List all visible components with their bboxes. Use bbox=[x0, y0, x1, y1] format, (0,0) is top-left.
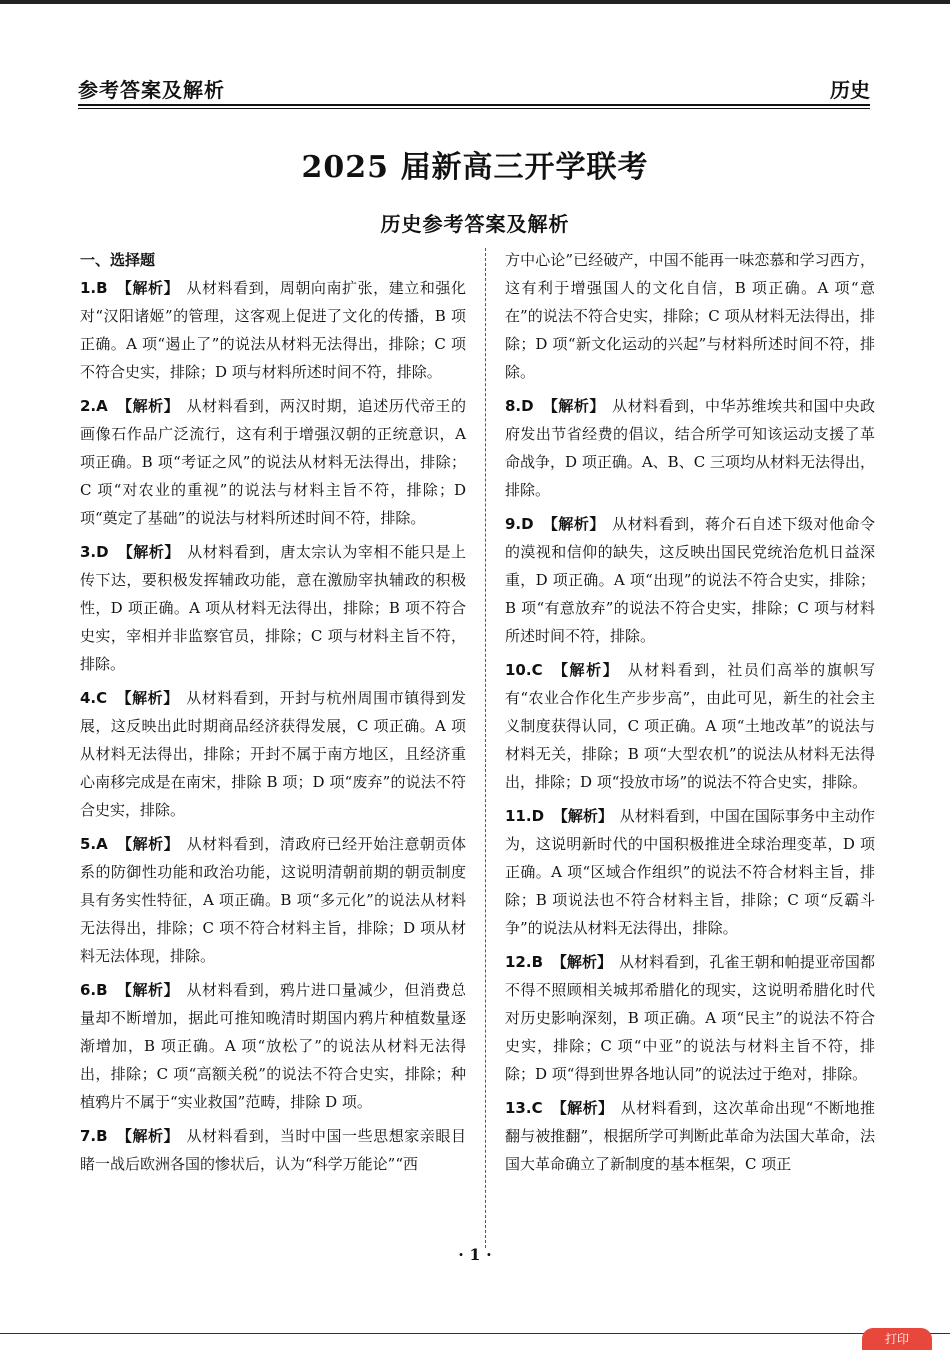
footer-rule bbox=[0, 1333, 950, 1334]
answer-item bbox=[505, 656, 875, 796]
answer-item bbox=[505, 802, 875, 942]
column-divider bbox=[485, 248, 486, 1248]
answer-item bbox=[80, 684, 466, 824]
page-subtitle: 历史参考答案及解析 bbox=[380, 212, 570, 236]
answer-number: 3.D bbox=[80, 543, 109, 561]
answer-number: 6.B bbox=[80, 981, 108, 999]
right-column bbox=[505, 246, 875, 1184]
analysis-tag: 【解析】 bbox=[117, 397, 180, 415]
answer-number: 12.B bbox=[505, 953, 544, 971]
answer-number: 9.D bbox=[505, 515, 534, 533]
analysis-tag: 【解析】 bbox=[552, 807, 613, 825]
answer-text: 从材料看到，社员们高举的旗帜写有“农业合作化生产步步高”，由此可见，新生的社会主义制度获得认同，C 项正确。A 项“土地改革”的说法与材料无关，排除；B 项“大型农机”的说法从材料无法得出，排除；D 项“投放市场”的说法不符合史实，排除。 bbox=[505, 661, 875, 791]
answer-text: 从材料看到，这次革命出现“不断地推翻与被推翻”，根据所学可判断此革命为法国大革命，法国大革命确立了新制度的基本框架，C 项正 bbox=[505, 1099, 875, 1173]
header-subject: 历史 bbox=[830, 78, 870, 102]
answer-number: 2.A bbox=[80, 397, 108, 415]
answer-item bbox=[80, 274, 466, 386]
answer-item bbox=[505, 392, 875, 504]
answer-continuation: 方中心论”已经破产，中国不能再一味恋慕和学习西方，这有利于增强国人的文化自信，B 项正确。A 项“意在”的说法不符合史实，排除；C 项从材料无法得出，排除；D 项“新文化运动的兴起”与材料所述时间不符，排除。 bbox=[505, 251, 875, 381]
analysis-tag: 【解析】 bbox=[116, 279, 180, 297]
answer-number: 4.C bbox=[80, 689, 108, 707]
left-column bbox=[80, 246, 466, 1184]
analysis-tag: 【解析】 bbox=[542, 397, 605, 415]
answer-text: 从材料看到，中华苏维埃共和国中央政府发出节省经费的倡议，结合所学可知该运动支援了革命战争，D 项正确。A、B、C 三项均从材料无法得出，排除。 bbox=[505, 397, 875, 499]
answer-text: 从材料看到，鸦片进口量减少，但消费总量却不断增加，据此可推知晚清时期国内鸦片种植数量逐渐增加，B 项正确。A 项“放松了”的说法从材料无法得出，排除；C 项“高额关税”的说法不符合史实，排除；种植鸦片不属于“实业救国”范畴，排除 D 项。 bbox=[80, 981, 466, 1111]
answer-number: 8.D bbox=[505, 397, 534, 415]
header-rule bbox=[78, 104, 870, 106]
print-badge[interactable]: 打印 bbox=[862, 1328, 932, 1350]
answer-number: 1.B bbox=[80, 279, 108, 297]
answer-text: 从材料看到，当时中国一些思想家亲眼目睹一战后欧洲各国的惨状后，认为“科学万能论”“西 bbox=[80, 1127, 466, 1173]
answer-text: 从材料看到，开封与杭州周围市镇得到发展，这反映出此时期商品经济获得发展，C 项正确。A 项从材料无法得出，排除；开封不属于南方地区，且经济重心南移完成是在南宋，排除 B 项；D 项“废弃”的说法不符合史实，排除。 bbox=[80, 689, 466, 819]
analysis-tag: 【解析】 bbox=[552, 661, 620, 679]
answer-number: 13.C bbox=[505, 1099, 543, 1117]
analysis-tag: 【解析】 bbox=[116, 1127, 180, 1145]
answer-number: 7.B bbox=[80, 1127, 108, 1145]
analysis-tag: 【解析】 bbox=[551, 953, 613, 971]
analysis-tag: 【解析】 bbox=[117, 835, 180, 853]
answer-item bbox=[505, 510, 875, 650]
answer-item bbox=[80, 538, 466, 678]
page-header bbox=[78, 74, 870, 104]
answer-item bbox=[505, 1094, 875, 1178]
page-top-edge bbox=[0, 0, 950, 4]
answer-item bbox=[80, 830, 466, 970]
header-rule-thin bbox=[78, 108, 870, 109]
answer-text: 从材料看到，中国在国际事务中主动作为，这说明新时代的中国积极推进全球治理变革，D 项正确。A 项“区域合作组织”的说法不符合材料主旨，排除；B 项说法也不符合材料主旨，排除；C 项“反霸斗争”的说法从材料无法得出，排除。 bbox=[505, 807, 875, 937]
answer-item bbox=[80, 392, 466, 532]
answer-item bbox=[80, 1122, 466, 1178]
answer-number: 11.D bbox=[505, 807, 545, 825]
answer-text: 从材料看到，周朝向南扩张，建立和强化对“汉阳诸姬”的管理，这客观上促进了文化的传播，B 项正确。A 项“遏止了”的说法从材料无法得出，排除；C 项不符合史实，排除；D 项与材料所述时间不符，排除。 bbox=[80, 279, 466, 381]
analysis-tag: 【解析】 bbox=[542, 515, 605, 533]
page-number: · 1 · bbox=[458, 1245, 492, 1264]
header-left-title: 参考答案及解析 bbox=[78, 78, 225, 102]
page-title: 2025 届新高三开学联考 bbox=[301, 150, 649, 185]
answer-text: 从材料看到，孔雀王朝和帕提亚帝国都不得不照顾相关城邦希腊化的现实，这说明希腊化时代对历史影响深刻，B 项正确。A 项“民主”的说法不符合史实，排除；C 项“中亚”的说法与材料主旨不符，排除；D 项“得到世界各地认同”的说法过于绝对，排除。 bbox=[505, 953, 875, 1083]
answer-item bbox=[80, 976, 466, 1116]
analysis-tag: 【解析】 bbox=[116, 689, 179, 707]
analysis-tag: 【解析】 bbox=[117, 543, 180, 561]
answer-item bbox=[505, 948, 875, 1088]
answer-text: 从材料看到，清政府已经开始注意朝贡体系的防御性功能和政治功能，这说明清朝前期的朝贡制度具有务实性特征，A 项正确。B 项“多元化”的说法从材料无法得出，排除；C 项不符合材料主旨，排除；D 项从材料无法体现，排除。 bbox=[80, 835, 466, 965]
analysis-tag: 【解析】 bbox=[116, 981, 180, 999]
section-heading: 一、选择题 bbox=[80, 251, 156, 269]
answer-text: 从材料看到，唐太宗认为宰相不能只是上传下达，要积极发挥辅政功能，意在激励宰执辅政的积极性，D 项正确。A 项从材料无法得出，排除；B 项不符合史实，宰相并非监察官员，排除；C 项与材料主旨不符，排除。 bbox=[80, 543, 466, 673]
answer-number: 5.A bbox=[80, 835, 108, 853]
answer-number: 10.C bbox=[505, 661, 543, 679]
answer-text: 从材料看到，蒋介石自述下级对他命令的漠视和信仰的缺失，这反映出国民党统治危机日益深重，D 项正确。A 项“出现”的说法不符合史实，排除；B 项“有意放弃”的说法不符合史实，排除；C 项与材料所述时间不符，排除。 bbox=[505, 515, 875, 645]
analysis-tag: 【解析】 bbox=[551, 1099, 614, 1117]
answer-text: 从材料看到，两汉时期，追述历代帝王的画像石作品广泛流行，这有利于增强汉朝的正统意识，A 项正确。B 项“考证之风”的说法从材料无法得出，排除；C 项“对农业的重视”的说法与材料主旨不符，排除；D 项“奠定了基础”的说法与材料所述时间不符，排除。 bbox=[80, 397, 466, 527]
